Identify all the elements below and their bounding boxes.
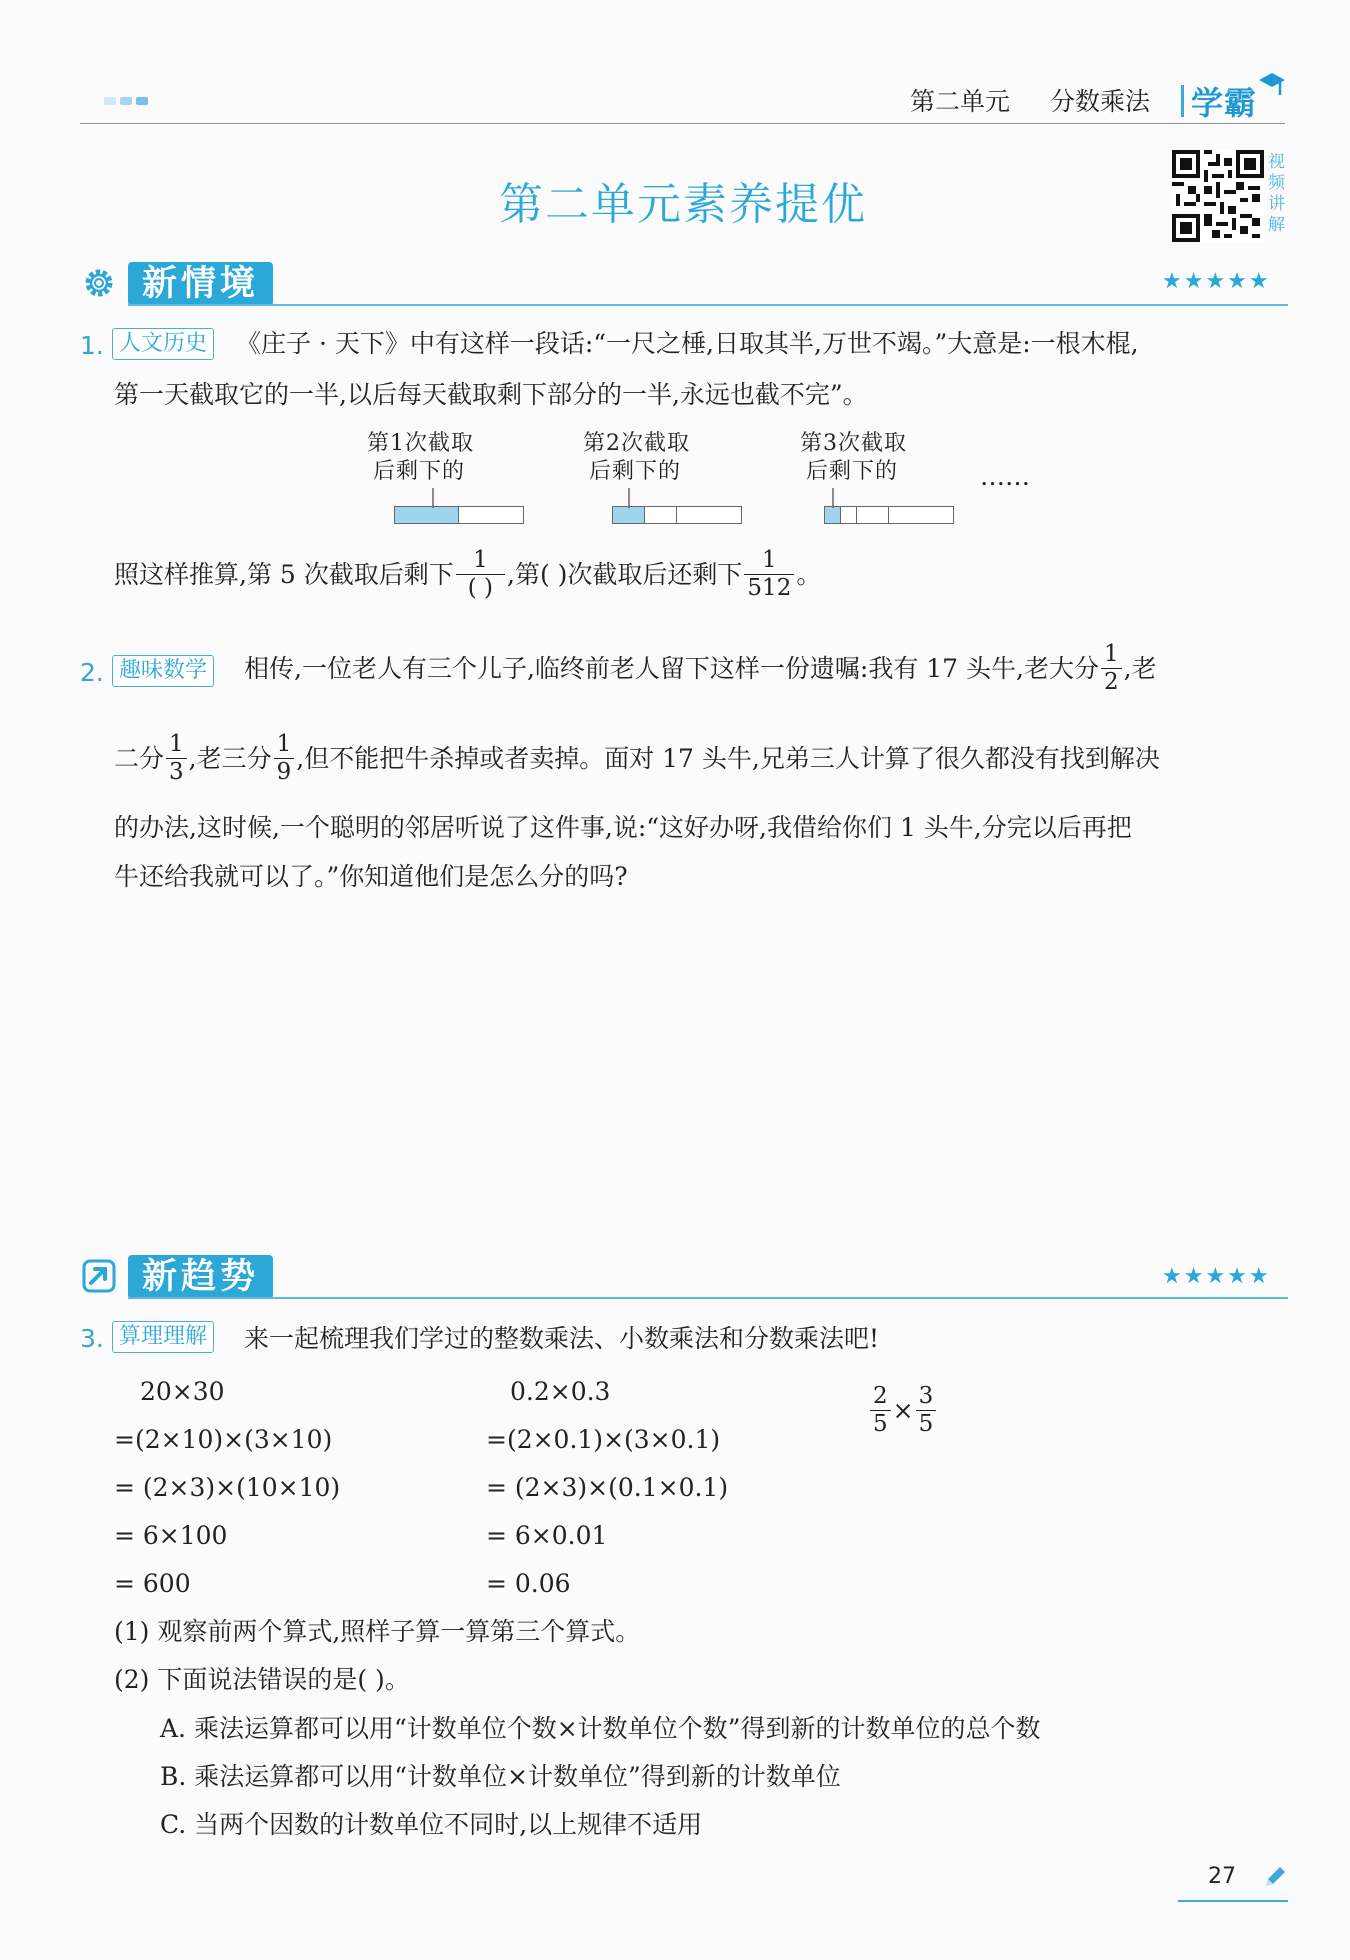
- header-unit: 第二单元: [910, 87, 1011, 116]
- stick-bar-3: [824, 506, 954, 524]
- section-rule: [128, 304, 1288, 306]
- footer-rule: [1178, 1900, 1288, 1902]
- option-a[interactable]: A. 乘法运算都可以用“计数单位个数×计数单位个数”得到新的计数单位的总个数: [160, 1714, 1041, 1743]
- int-expr-4: = 600: [114, 1569, 191, 1598]
- question-number: 2.: [80, 658, 104, 687]
- page-title: 第二单元素养提优: [499, 179, 867, 230]
- header-decoration: [104, 97, 148, 105]
- dec-expr-0: 0.2×0.3: [510, 1377, 611, 1406]
- pointer-line: [432, 488, 434, 508]
- q3-intro: 来一起梳理我们学过的整数乘法、小数乘法和分数乘法吧!: [244, 1324, 880, 1353]
- pointer-line: [832, 488, 834, 508]
- bar-caption: 第3次截取: [800, 431, 907, 456]
- q1-text-line1: 《庄子 · 天下》中有这样一段话:“一尺之棰,日取其半,万世不竭。”大意是:一根木棍,: [236, 329, 1139, 358]
- cut-illustration-1: [367, 430, 474, 486]
- section-rule: [128, 1297, 1288, 1299]
- page-number: 27: [1208, 1864, 1236, 1889]
- pencil-icon: [1262, 1864, 1286, 1890]
- fraction-blank[interactable]: $\frac{1}{( )}$: [456, 548, 505, 601]
- bar-caption: 后剩下的: [589, 459, 682, 484]
- question-number: 3.: [80, 1324, 104, 1353]
- question-tag: 趣味数学: [112, 655, 214, 687]
- answer-area[interactable]: [114, 910, 1284, 1240]
- trend-arrow-icon: [82, 1259, 116, 1293]
- header-brand-logo: 学霸: [1191, 84, 1258, 122]
- q2-text-line2: 二分 $\frac{1}{3}$ ,老三分 $\frac{1}{9}$ ,但不能把牛杀掉或者卖掉。面对 17 头牛,兄弟三人计算了很久都没有找到解决: [114, 731, 1160, 785]
- gear-icon: [82, 266, 116, 300]
- q2-text-line1: 相传,一位老人有三个儿子,临终前老人留下这样一份遗嘱:我有 17 头牛,老大分 $\frac{1}{2}$ ,老: [244, 641, 1157, 695]
- fraction: $\frac{1}{512}$: [744, 548, 794, 601]
- question-number: 1.: [80, 331, 104, 360]
- header-divider: [1181, 85, 1184, 117]
- int-expr-0: 20×30: [140, 1377, 225, 1406]
- dec-expr-1: =(2×0.1)×(3×0.1): [486, 1425, 721, 1454]
- ellipsis: ……: [980, 462, 1030, 491]
- difficulty-stars: ★★★★★: [1162, 269, 1271, 294]
- int-expr-3: = 6×100: [114, 1521, 228, 1550]
- bar-caption: 后剩下的: [373, 459, 466, 484]
- stick-bar-1: [394, 506, 524, 524]
- q3-sub1: (1) 观察前两个算式,照样子算一算第三个算式。: [114, 1617, 641, 1646]
- dec-expr-4: = 0.06: [486, 1569, 571, 1598]
- dec-expr-3: = 6×0.01: [486, 1521, 608, 1550]
- blank-times[interactable]: ,第( )次截取后还剩下: [507, 559, 743, 589]
- q1-question-line: 照这样推算,第 5 次截取后剩下 $\frac{1}{( )}$ ,第( )次截取后还剩下 $\frac{1}{512}$ 。: [114, 547, 822, 601]
- graduation-cap-icon: [1256, 68, 1286, 102]
- int-expr-2: = (2×3)×(10×10): [114, 1473, 341, 1502]
- cut-illustration-2: [583, 430, 690, 486]
- int-expr-1: =(2×10)×(3×10): [114, 1425, 333, 1454]
- header-rule: [80, 123, 1285, 124]
- section-title-new-trend: 新趋势: [128, 1255, 273, 1299]
- question-tag: 算理理解: [112, 1321, 214, 1353]
- cut-illustration-3: [800, 430, 907, 486]
- q2-text-line4: 牛还给我就可以了。”你知道他们是怎么分的吗?: [114, 862, 628, 891]
- option-c[interactable]: C. 当两个因数的计数单位不同时,以上规律不适用: [160, 1810, 703, 1839]
- header-topic: 分数乘法: [1050, 87, 1151, 116]
- qr-caption: 视频讲解: [1268, 152, 1285, 235]
- q1-text-line2: 第一天截取它的一半,以后每天截取剩下部分的一半,永远也截不完”。: [114, 380, 868, 409]
- option-b[interactable]: B. 乘法运算都可以用“计数单位×计数单位”得到新的计数单位: [160, 1762, 841, 1791]
- qr-code-icon[interactable]: [1172, 150, 1264, 242]
- q2-text-line3: 的办法,这时候,一个聪明的邻居听说了这件事,说:“这好办呀,我借给你们 1 头牛,分完以后再把: [114, 813, 1132, 842]
- bar-caption: 后剩下的: [806, 459, 899, 484]
- stick-bar-2: [612, 506, 742, 524]
- question-tag: 人文历史: [112, 328, 214, 360]
- section-title-new-context: 新情境: [128, 262, 273, 306]
- pointer-line: [628, 488, 630, 508]
- dec-expr-2: = (2×3)×(0.1×0.1): [486, 1473, 729, 1502]
- bar-caption: 第2次截取: [583, 431, 690, 456]
- bar-caption: 第1次截取: [367, 431, 474, 456]
- q3-sub2[interactable]: (2) 下面说法错误的是( )。: [114, 1665, 410, 1694]
- difficulty-stars: ★★★★★: [1162, 1264, 1271, 1289]
- fraction-expression: $\frac{2}{5}$ × $\frac{3}{5}$: [868, 1384, 938, 1437]
